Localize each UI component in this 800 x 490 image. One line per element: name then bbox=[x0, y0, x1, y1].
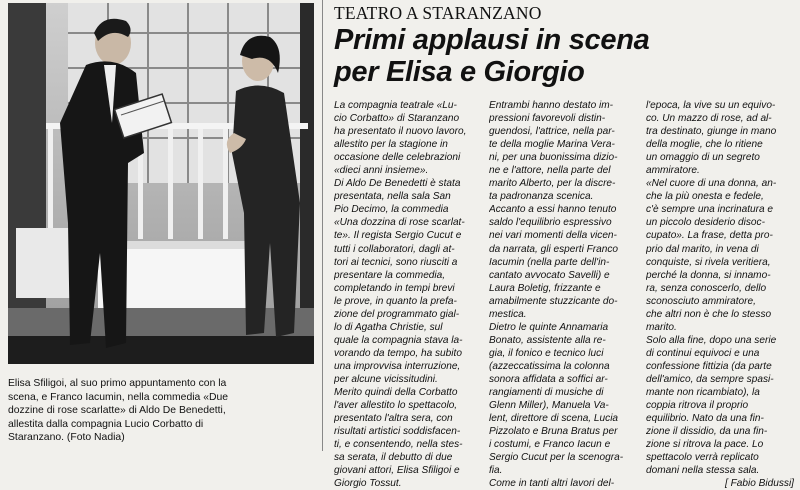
article-line: La compagnia teatrale «Lu- bbox=[334, 100, 457, 111]
article-line: rangiamenti di musiche di bbox=[489, 387, 604, 399]
article-line: zione del programmato gial- bbox=[334, 308, 460, 320]
headline-line: Primi applausi in scena bbox=[334, 24, 650, 56]
article-line: un omaggio di un segreto bbox=[646, 152, 760, 164]
article-line: un piccolo desiderio disoc- bbox=[646, 217, 765, 229]
article-line: «dieci anni insieme». bbox=[334, 165, 429, 177]
article-line: da narrata, gli esperti Franco bbox=[489, 243, 619, 255]
headline bbox=[334, 24, 794, 88]
article-line: presentare la commedia, bbox=[334, 269, 446, 281]
article-line: cupato». La frase, detta pro- bbox=[646, 230, 773, 242]
caption-line: allestita dalla compagnia Lucio Corbatto di bbox=[8, 418, 204, 430]
caption-line: Elisa Sfiligoi, al suo primo appuntamento con la bbox=[8, 378, 227, 389]
caption-line: dozzine di rose scarlatte» di Aldo De Benedetti, bbox=[8, 405, 226, 417]
article-line: quale la compagnia stava la- bbox=[334, 334, 463, 346]
article-line: lo di Agatha Christie, sul bbox=[334, 321, 443, 333]
caption-line: Staranzano. (Foto Nadia) bbox=[8, 432, 125, 444]
article-line: lent, direttore di scena, Lucia bbox=[489, 413, 619, 425]
article-line: confessione fittizia (da parte bbox=[646, 360, 772, 372]
article-line: ni, per una buonissima dizio- bbox=[489, 152, 618, 164]
article-line: conquiste, si rivela veritiera, bbox=[646, 256, 771, 268]
article-line: Bonato, assistente alla re- bbox=[489, 334, 606, 346]
article-line: una improvvisa interruzione, bbox=[334, 360, 461, 372]
article-line: mestica. bbox=[489, 308, 527, 320]
article-line: l'aver allestito lo spettacolo, bbox=[334, 400, 458, 412]
photo-caption bbox=[8, 377, 314, 445]
article-line: di continui equivoci e una bbox=[646, 347, 760, 359]
article-line: Sergio Cucut per la scenogra- bbox=[489, 452, 624, 464]
article-column-2 bbox=[489, 99, 639, 490]
article-line: Glenn Miller), Manuela Va- bbox=[489, 400, 609, 412]
caption-line: scena, e Franco Iacumin, nella commedia «Due bbox=[8, 391, 229, 403]
article-line: ra, senza conoscerlo, dello bbox=[646, 282, 767, 294]
column-divider bbox=[322, 0, 323, 451]
article-column-1 bbox=[334, 99, 484, 490]
article-line: sa serata, il debutto di due bbox=[334, 452, 453, 464]
article-line: vorando da tempo, ha subito bbox=[334, 347, 462, 359]
article-line: prio dal marito, in vena di bbox=[646, 243, 759, 255]
article-line: pressioni favorevoli distin- bbox=[489, 113, 606, 125]
article-line: Merito quindi della Corbatto bbox=[334, 387, 458, 399]
article-line: le prove, in quanto la prefa- bbox=[334, 295, 457, 307]
article-line: Solo alla fine, dopo una serie bbox=[646, 334, 777, 346]
article-line: Entrambi hanno destato im- bbox=[489, 100, 613, 111]
article-line: tori ai tecnici, sono riusciti a bbox=[334, 256, 458, 268]
article-line: della moglie, che lo ritiene bbox=[646, 139, 763, 151]
article-line: nei vari momenti della vicen- bbox=[489, 230, 617, 242]
article-line: ne e l'attore, nella parte del bbox=[489, 165, 611, 177]
article-line: tutti i collaboratori, dagli at- bbox=[334, 243, 455, 255]
article-line: guendosi, l'attrice, nella par- bbox=[489, 126, 615, 138]
article-line: l'epoca, la vive su un equivo- bbox=[646, 100, 776, 111]
article-line: zione si ritrova la pace. Lo bbox=[646, 439, 764, 451]
article-line: Come in tanti altri lavori del- bbox=[489, 478, 615, 490]
article-line: risultati artistici soddisfacen- bbox=[334, 426, 461, 438]
article-line: occasione delle celebrazioni bbox=[334, 152, 461, 164]
article-line: Dietro le quinte Annamaria bbox=[489, 321, 609, 333]
article-line: zione il dissidio, da una fin- bbox=[646, 426, 768, 438]
article-line: co. Un mazzo di rose, ad al- bbox=[646, 113, 772, 125]
article-line: allestito per la stagione in bbox=[334, 139, 448, 151]
article-line: coppia ritrova il proprio bbox=[646, 400, 749, 412]
article-line: Iacumin (nella parte dell'in- bbox=[489, 256, 610, 268]
article-line: per alcune vicissitudini. bbox=[334, 373, 438, 385]
article-line: Pizzolato e Bruna Bratus per bbox=[489, 426, 618, 438]
article-line: Laura Boletig, frizzante e bbox=[489, 282, 601, 294]
article-line: presentata, nella sala San bbox=[334, 191, 451, 203]
article-line: saldo l'equilibrio espressivo bbox=[489, 217, 612, 229]
article-line: marito Alberto, per la discre- bbox=[489, 178, 616, 190]
article-line: ha presentato il nuovo lavoro, bbox=[334, 126, 467, 138]
article-line: «Nel cuore di una donna, an- bbox=[646, 178, 777, 190]
article-line: giovani attori, Elisa Sfiligoi e bbox=[334, 465, 460, 477]
article-line: ammiratore. bbox=[646, 165, 700, 177]
article-line: fia. bbox=[489, 465, 503, 477]
article-line: cio Corbatto» di Staranzano bbox=[334, 113, 460, 125]
article-line: ta padronanza scenica. bbox=[489, 191, 594, 203]
article-line: che la più onesta e fedele, bbox=[646, 191, 764, 203]
article-line: Giorgio Tossut. bbox=[334, 478, 402, 490]
article-line: te». Il regista Sergio Cucut e bbox=[334, 230, 462, 242]
article-line: amabilmente stuzzicante do- bbox=[489, 295, 618, 307]
article-line: completando in tempi brevi bbox=[334, 282, 455, 294]
article-line: spettacolo verrà replicato bbox=[646, 452, 759, 464]
article-line: ti, e consentendo, nella stes- bbox=[334, 439, 463, 451]
article-line: mante non ricambiato), la bbox=[646, 387, 760, 399]
article-line: «Una dozzina di rose scarlat- bbox=[334, 217, 465, 229]
article-line: tra destinato, giunge in mano bbox=[646, 126, 777, 138]
article-line: che altri non è che lo stesso bbox=[646, 308, 772, 320]
stage-photo bbox=[8, 3, 314, 364]
article-line: marito. bbox=[646, 321, 677, 333]
article-column-3 bbox=[646, 99, 794, 490]
article-line: domani nella stessa sala. bbox=[646, 465, 760, 477]
article-line: perché la donna, si innamo- bbox=[646, 269, 771, 281]
article-line: sonora affidata a soffici ar- bbox=[489, 373, 608, 385]
article-line: Accanto a essi hanno tenuto bbox=[489, 204, 617, 216]
article-line: i costumi, e Franco Iacun e bbox=[489, 439, 611, 451]
headline-line: per Elisa e Giorgio bbox=[334, 56, 585, 88]
article-line: Pio Decimo, la commedia bbox=[334, 204, 449, 216]
article-line: te della moglie Marina Vera- bbox=[489, 139, 615, 151]
section-kicker: TEATRO A STARANZANO bbox=[334, 3, 542, 23]
article-line: cantato avvocato Savelli) e bbox=[489, 269, 610, 281]
article-line: sconosciuto ammiratore, bbox=[646, 295, 756, 307]
article-line: (azzeccatissima la colonna bbox=[489, 360, 610, 372]
article-line: c'è sempre una incrinatura e bbox=[646, 204, 774, 216]
article-line: Di Aldo De Benedetti è stata bbox=[334, 178, 461, 190]
article-line: gia, il fonico e tecnico luci bbox=[489, 347, 604, 359]
article-line: presentato l'altra sera, con bbox=[334, 413, 453, 425]
article-line: dell'amico, da sempre spasi- bbox=[646, 373, 774, 385]
author-signature: [ Fabio Bidussi] bbox=[724, 478, 794, 490]
article-line: equilibrio. Nato da una fin- bbox=[646, 413, 764, 425]
